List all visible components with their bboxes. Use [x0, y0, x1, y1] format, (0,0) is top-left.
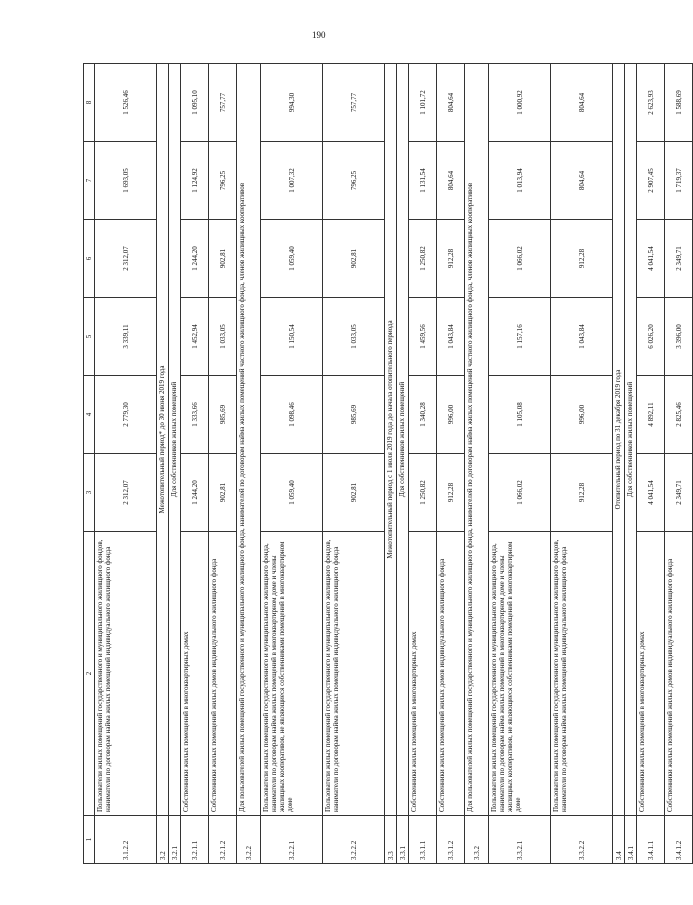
tariff-value: 1 719,37 [665, 142, 693, 220]
tariff-value: 1 033,05 [323, 298, 385, 376]
tariff-value: 1 340,28 [409, 376, 437, 454]
row-label: Пользователи жилых помещений государственного и муниципального жилищного фонда, наниматели по договорам найма жилых помещений в многоквартирном доме и члены жилищных кооперативов, не являющиеся собственниками помещений в многоквартирном доме [261, 532, 323, 816]
row-code: 3.2 [157, 816, 169, 864]
tariff-value: 985,69 [323, 376, 385, 454]
row-code: 3.4.1.1 [637, 816, 665, 864]
row-label: Собственники жилых помещений жилых домов индивидуального жилищного фонда [209, 532, 237, 816]
row-label: Собственники жилых помещений жилых домов индивидуального жилищного фонда [665, 532, 693, 816]
table-row [169, 64, 181, 864]
tariff-value: 902,81 [209, 454, 237, 532]
section-heading: Межотопительный период с 1 июля 2019 года до начала отопительного периода [385, 64, 397, 816]
column-number-header: 2 [84, 532, 95, 816]
table-row [95, 64, 157, 864]
tariff-value: 902,81 [323, 220, 385, 298]
row-label: Собственники жилых помещений в многоквартирных домах [409, 532, 437, 816]
table-row [409, 64, 437, 864]
header-row [84, 64, 95, 864]
table-row [637, 64, 665, 864]
row-code: 3.3.1.1 [409, 816, 437, 864]
tariff-value: 1 452,94 [181, 298, 209, 376]
tariff-value: 804,64 [437, 64, 465, 142]
table-row [261, 64, 323, 864]
tariff-value: 1 066,02 [489, 454, 551, 532]
tariff-value: 1 105,08 [489, 376, 551, 454]
table-row [489, 64, 551, 864]
tariff-value: 804,64 [551, 142, 613, 220]
tariff-value: 1 124,92 [181, 142, 209, 220]
table-row [437, 64, 465, 864]
section-heading: Для пользователей жилых помещений государственного и муниципального жилищного фонда, нанимателей по договорам найма жилых помещений частного жилищного фонда, членов жилищных кооперативов [237, 64, 261, 816]
tariff-value: 4 041,54 [637, 220, 665, 298]
tariff-value: 757,77 [323, 64, 385, 142]
row-label: Собственники жилых помещений в многоквартирных домах [181, 532, 209, 816]
tariff-value: 985,69 [209, 376, 237, 454]
tariff-value: 1 101,72 [409, 64, 437, 142]
row-label: Собственники жилых помещений в многоквартирных домах [637, 532, 665, 816]
column-number-header: 6 [84, 220, 95, 298]
tariff-value: 1 244,20 [181, 220, 209, 298]
tariff-value: 2 312,07 [95, 454, 157, 532]
tariff-value: 1 033,05 [209, 298, 237, 376]
table-row [385, 64, 397, 864]
tariff-value: 3 339,11 [95, 298, 157, 376]
row-code: 3.3.1.2 [437, 816, 465, 864]
section-heading: Для собственников жилых помещений [169, 64, 181, 816]
tariff-value: 1 013,94 [489, 142, 551, 220]
tariff-value: 912,28 [551, 220, 613, 298]
page-number: 190 [312, 30, 326, 40]
row-label: Пользователи жилых помещений государственного и муниципального жилищного фондов, наниматели по договорам найма жилых помещений индивидуального жилищного фонда [95, 532, 157, 816]
tariff-value: 1 244,20 [181, 454, 209, 532]
tariff-value: 1 059,40 [261, 220, 323, 298]
section-heading: Межотопительный период* до 30 июня 2019 года [157, 64, 169, 816]
table-row [323, 64, 385, 864]
tariff-value: 1 333,66 [181, 376, 209, 454]
column-number-header: 1 [84, 816, 95, 864]
row-label: Пользователи жилых помещений государственного и муниципального жилищного фонда, наниматели по договорам найма жилых помещений в многоквартирном доме и члены жилищных кооперативов, не являющиеся собственниками помещений в многоквартирном доме [489, 532, 551, 816]
tariff-table [83, 63, 693, 864]
tariff-value: 1 066,02 [489, 220, 551, 298]
row-code: 3.3 [385, 816, 397, 864]
row-code: 3.4.1.2 [665, 816, 693, 864]
tariff-value: 4 892,11 [637, 376, 665, 454]
table-row [625, 64, 637, 864]
table-row [551, 64, 613, 864]
tariff-value: 902,81 [209, 220, 237, 298]
tariff-value: 2 825,46 [665, 376, 693, 454]
row-code: 3.2.2.2 [323, 816, 385, 864]
tariff-value: 912,28 [437, 220, 465, 298]
tariff-value: 804,64 [437, 142, 465, 220]
tariff-value: 1 526,46 [95, 64, 157, 142]
tariff-value: 996,00 [551, 376, 613, 454]
tariff-value: 1 059,40 [261, 454, 323, 532]
tariff-value: 1 150,54 [261, 298, 323, 376]
tariff-value: 796,25 [323, 142, 385, 220]
tariff-value: 1 007,32 [261, 142, 323, 220]
tariff-value: 2 312,07 [95, 220, 157, 298]
tariff-value: 1 043,84 [437, 298, 465, 376]
row-code: 3.3.2.1 [489, 816, 551, 864]
tariff-value: 1 095,10 [181, 64, 209, 142]
section-heading: Для собственников жилых помещений [397, 64, 409, 816]
table-row [181, 64, 209, 864]
tariff-value: 804,64 [551, 64, 613, 142]
tariff-value: 1 250,82 [409, 454, 437, 532]
row-code: 3.2.1.1 [181, 816, 209, 864]
column-number-header: 7 [84, 142, 95, 220]
tariff-value: 1 693,05 [95, 142, 157, 220]
tariff-value: 4 041,54 [637, 454, 665, 532]
table-row [465, 64, 489, 864]
column-number-header: 3 [84, 454, 95, 532]
row-code: 3.4 [613, 816, 625, 864]
tariff-value: 2 907,45 [637, 142, 665, 220]
tariff-value: 2 623,93 [637, 64, 665, 142]
section-heading: Для пользователей жилых помещений государственного и муниципального жилищного фонда, нанимателей по договорам найма жилых помещений частного жилищного фонда, членов жилищных кооперативов [465, 64, 489, 816]
row-code: 3.2.2 [237, 816, 261, 864]
tariff-value: 6 026,20 [637, 298, 665, 376]
tariff-value: 1 250,82 [409, 220, 437, 298]
table-row [209, 64, 237, 864]
tariff-value: 1 157,16 [489, 298, 551, 376]
rotated-tariff-table [83, 64, 683, 864]
table-row [237, 64, 261, 864]
tariff-value: 902,81 [323, 454, 385, 532]
row-code: 3.2.1 [169, 816, 181, 864]
tariff-value: 1 098,46 [261, 376, 323, 454]
row-code: 3.2.1.2 [209, 816, 237, 864]
tariff-value: 2 349,71 [665, 220, 693, 298]
table-row [665, 64, 693, 864]
row-code: 3.4.1 [625, 816, 637, 864]
section-heading: Для собственников жилых помещений [625, 64, 637, 816]
row-code: 3.1.2.2 [95, 816, 157, 864]
column-number-header: 8 [84, 64, 95, 142]
tariff-value: 1 588,69 [665, 64, 693, 142]
section-heading: Отопительный период по 31 декабря 2019 года [613, 64, 625, 816]
tariff-value: 912,28 [551, 454, 613, 532]
row-label: Собственники жилых помещений жилых домов индивидуального жилищного фонда [437, 532, 465, 816]
column-number-header: 4 [84, 376, 95, 454]
table-row [157, 64, 169, 864]
row-code: 3.3.1 [397, 816, 409, 864]
tariff-value: 2 349,71 [665, 454, 693, 532]
table-row [397, 64, 409, 864]
tariff-value: 757,77 [209, 64, 237, 142]
tariff-value: 994,30 [261, 64, 323, 142]
table-row [613, 64, 625, 864]
tariff-value: 796,25 [209, 142, 237, 220]
tariff-value: 1 131,54 [409, 142, 437, 220]
row-code: 3.3.2.2 [551, 816, 613, 864]
tariff-value: 1 000,92 [489, 64, 551, 142]
row-code: 3.2.2.1 [261, 816, 323, 864]
tariff-value: 912,28 [437, 454, 465, 532]
row-label: Пользователи жилых помещений государственного и муниципального жилищного фондов, наниматели по договорам найма жилых помещений индивидуального жилищного фонда [551, 532, 613, 816]
row-label: Пользователи жилых помещений государственного и муниципального жилищного фондов, наниматели по договорам найма жилых помещений индивидуального жилищного фонда [323, 532, 385, 816]
tariff-value: 3 396,00 [665, 298, 693, 376]
tariff-value: 1 459,56 [409, 298, 437, 376]
tariff-value: 996,00 [437, 376, 465, 454]
row-code: 3.3.2 [465, 816, 489, 864]
column-number-header: 5 [84, 298, 95, 376]
tariff-value: 1 043,84 [551, 298, 613, 376]
tariff-value: 2 779,30 [95, 376, 157, 454]
